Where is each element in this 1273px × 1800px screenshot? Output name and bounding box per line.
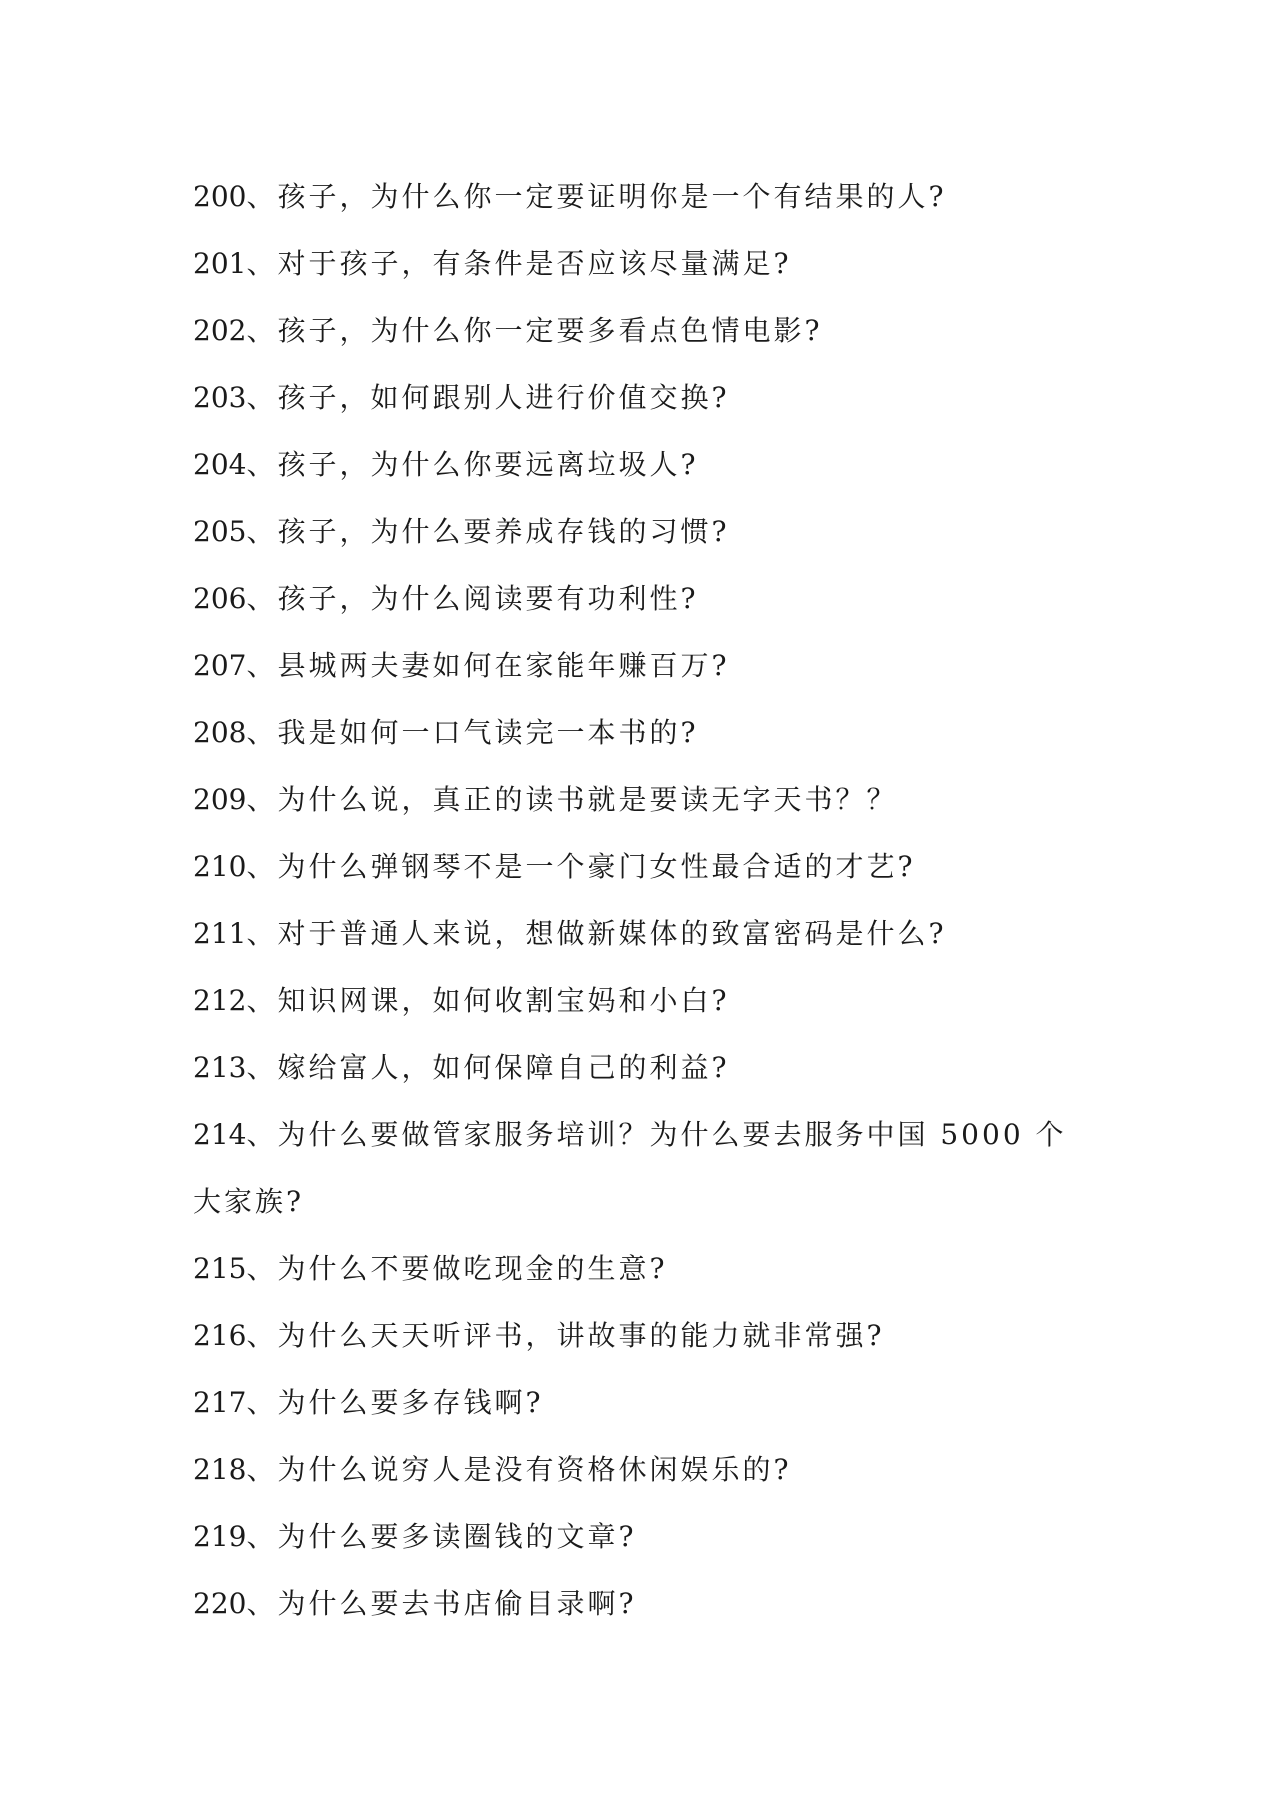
item-separator: 、 <box>246 515 278 548</box>
item-number: 200 <box>193 180 247 213</box>
item-separator: 、 <box>246 1319 278 1352</box>
item-number: 204 <box>193 448 247 481</box>
item-text: 孩子，如何跟别人进行价值交换? <box>277 381 730 414</box>
item-number: 211 <box>193 917 247 950</box>
item-separator: 、 <box>246 1386 278 1419</box>
list-item <box>193 1302 1093 1369</box>
list-item <box>193 1101 1093 1235</box>
item-text: 孩子，为什么你一定要证明你是一个有结果的人? <box>277 180 947 213</box>
item-number: 212 <box>193 984 247 1017</box>
item-separator: 、 <box>246 448 278 481</box>
item-number: 220 <box>193 1587 247 1620</box>
item-text: 孩子，为什么你要远离垃圾人? <box>277 448 699 481</box>
item-number: 215 <box>193 1252 247 1285</box>
item-number: 203 <box>193 381 247 414</box>
item-number: 205 <box>193 515 247 548</box>
list-item <box>193 498 1093 565</box>
item-text: 对于孩子，有条件是否应该尽量满足? <box>277 247 792 280</box>
item-text: 嫁给富人，如何保障自己的利益? <box>277 1051 730 1084</box>
item-text: 为什么不要做吃现金的生意? <box>277 1252 668 1285</box>
item-number: 210 <box>193 850 247 883</box>
item-number: 219 <box>193 1520 247 1553</box>
item-number: 209 <box>193 783 247 816</box>
item-separator: 、 <box>246 247 278 280</box>
item-text: 为什么天天听评书，讲故事的能力就非常强? <box>277 1319 885 1352</box>
item-text: 孩子，为什么你一定要多看点色情电影? <box>277 314 823 347</box>
item-separator: 、 <box>246 1252 278 1285</box>
item-text: 为什么说穷人是没有资格休闲娱乐的? <box>277 1453 792 1486</box>
item-separator: 、 <box>246 1587 278 1620</box>
item-separator: 、 <box>246 917 278 950</box>
item-number: 218 <box>193 1453 247 1486</box>
list-item <box>193 1503 1093 1570</box>
item-separator: 、 <box>246 1051 278 1084</box>
item-text: 为什么说，真正的读书就是要读无字天书？？ <box>277 783 898 816</box>
item-separator: 、 <box>246 716 278 749</box>
item-separator: 、 <box>246 1453 278 1486</box>
item-text: 对于普通人来说，想做新媒体的致富密码是什么? <box>277 917 947 950</box>
item-text: 为什么要多存钱啊? <box>277 1386 544 1419</box>
item-number: 206 <box>193 582 247 615</box>
item-separator: 、 <box>246 1520 278 1553</box>
list-item <box>193 1570 1093 1637</box>
list-item <box>193 1369 1093 1436</box>
item-separator: 、 <box>246 783 278 816</box>
list-item <box>193 833 1093 900</box>
item-number: 208 <box>193 716 247 749</box>
item-number: 207 <box>193 649 247 682</box>
item-text: 我是如何一口气读完一本书的? <box>277 716 699 749</box>
list-item <box>193 431 1093 498</box>
list-item <box>193 967 1093 1034</box>
item-separator: 、 <box>246 1118 278 1151</box>
item-number: 216 <box>193 1319 247 1352</box>
item-number: 213 <box>193 1051 247 1084</box>
question-list <box>193 163 1093 1637</box>
item-separator: 、 <box>246 180 278 213</box>
item-separator: 、 <box>246 649 278 682</box>
item-text: 县城两夫妻如何在家能年赚百万? <box>277 649 730 682</box>
list-item <box>193 1436 1093 1503</box>
list-item <box>193 632 1093 699</box>
item-separator: 、 <box>246 582 278 615</box>
item-number: 202 <box>193 314 247 347</box>
item-separator: 、 <box>246 984 278 1017</box>
item-text: 为什么要多读圈钱的文章? <box>277 1520 637 1553</box>
item-separator: 、 <box>246 850 278 883</box>
list-item <box>193 1235 1093 1302</box>
list-item <box>193 364 1093 431</box>
list-item <box>193 699 1093 766</box>
item-number: 214 <box>193 1118 247 1151</box>
item-separator: 、 <box>246 314 278 347</box>
item-number: 201 <box>193 247 247 280</box>
list-item <box>193 1034 1093 1101</box>
item-separator: 、 <box>246 381 278 414</box>
item-number: 217 <box>193 1386 247 1419</box>
item-text: 为什么弹钢琴不是一个豪门女性最合适的才艺? <box>277 850 916 883</box>
list-item <box>193 900 1093 967</box>
item-text: 知识网课，如何收割宝妈和小白? <box>277 984 730 1017</box>
item-text: 为什么要做管家服务培训？为什么要去服务中国 5000 个大家族? <box>193 1118 1067 1218</box>
list-item <box>193 297 1093 364</box>
list-item <box>193 766 1093 833</box>
list-item <box>193 565 1093 632</box>
item-text: 孩子，为什么阅读要有功利性? <box>277 582 699 615</box>
item-text: 为什么要去书店偷目录啊? <box>277 1587 637 1620</box>
item-text: 孩子，为什么要养成存钱的习惯? <box>277 515 730 548</box>
list-item <box>193 163 1093 230</box>
list-item <box>193 230 1093 297</box>
